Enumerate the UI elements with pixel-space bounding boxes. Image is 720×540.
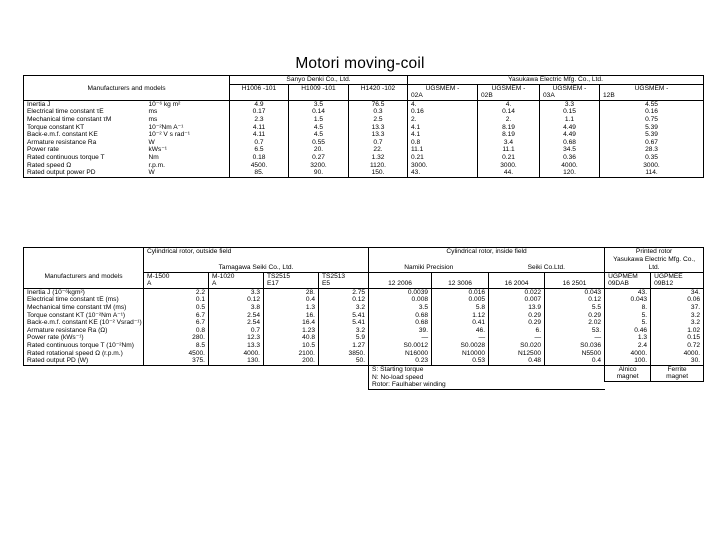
table-cell: 85.	[230, 169, 289, 177]
table-cell: 0.18	[230, 154, 289, 162]
t2-model-6	[489, 272, 545, 280]
table-cell: 0.14	[289, 108, 349, 116]
t1-group-row	[24, 76, 704, 85]
table-cell: 76.5	[349, 100, 408, 108]
t2-group-seiki: Seiki Co.Ltd.	[527, 264, 565, 271]
t1-model-suffix-3: 02A	[408, 92, 478, 100]
table-cell: 4.1	[408, 124, 478, 132]
table-cell: 0.29	[545, 312, 605, 320]
table-cell: 0.75	[600, 116, 704, 124]
spacer	[24, 373, 369, 381]
row-label: Torque constant KT	[24, 124, 146, 132]
table-cell: 0.12	[545, 296, 605, 304]
table-cell: 200.	[264, 357, 319, 365]
table-row	[24, 296, 704, 304]
table-cell: N10000	[432, 350, 489, 358]
printed-rotor-magnet-a: Alnico	[605, 365, 651, 373]
table-row	[24, 304, 704, 312]
table-row	[24, 139, 704, 147]
row-unit: kWs⁻¹	[148, 146, 167, 154]
table-cell: 11.1	[408, 146, 478, 154]
table-cell: 3.8	[209, 304, 264, 312]
row-label: Rated continuous torque T (10⁻²Nm)	[24, 342, 144, 350]
table-cell: 3200.	[289, 162, 349, 170]
row-label: Inertia J	[24, 100, 146, 108]
t2-model-suffix-3: E5	[319, 280, 369, 288]
table-cell: 4000.	[540, 162, 600, 170]
table-cell: 30.	[651, 357, 704, 365]
row-unit: r.p.m.	[148, 161, 165, 169]
t2-model-row	[24, 272, 704, 280]
table-cell: 2.75	[319, 288, 369, 296]
table-cell: 28.	[264, 288, 319, 296]
table-cell: 2.	[478, 116, 540, 124]
t2-blank-2	[24, 280, 144, 288]
table-cell: 13.3	[349, 131, 408, 139]
t2-model-9: UGPMEE	[651, 272, 704, 280]
t2-model-suffix-8: 09DAB	[605, 280, 651, 288]
table-cell: 2.4	[605, 342, 651, 350]
t2-model-3: TS2513	[319, 272, 369, 280]
table-cell: 0.016	[432, 288, 489, 296]
table-cell: —	[369, 334, 432, 342]
table-row	[24, 288, 704, 296]
t1-model-3: UGSMEM -	[408, 84, 478, 92]
table-cell: 3.4	[478, 139, 540, 147]
table-cell: 2.2	[144, 288, 209, 296]
table-cell: 3000.	[408, 162, 478, 170]
table-cell: 16.	[264, 312, 319, 320]
t1-model-suffix-6: 12B	[600, 92, 704, 100]
t2-note-row	[24, 373, 704, 381]
table-row	[24, 131, 704, 139]
table-cell: 0.46	[605, 327, 651, 335]
table-cell: 0.68	[369, 312, 432, 320]
table-cell: 0.67	[600, 139, 704, 147]
row-label: Mechanical time constant τM (ms)	[24, 304, 144, 312]
table-cell: 4.9	[230, 100, 289, 108]
table-cell: 43.	[408, 169, 478, 177]
table-cell: 0.29	[489, 319, 545, 327]
table-cell: 6.5	[230, 146, 289, 154]
t1-blank	[24, 92, 230, 100]
row-label: Rated speed Ω	[24, 162, 146, 170]
row-label: Rated output PD (W)	[24, 357, 144, 365]
table-cell: 0.06	[651, 296, 704, 304]
t2-type-printed: Printed rotor	[605, 248, 704, 256]
document-title: Motori moving-coil	[295, 55, 425, 72]
table-cell: 1.32	[349, 154, 408, 162]
table-cell: S0.0028	[432, 342, 489, 350]
table-cell: 1.5	[289, 116, 349, 124]
printed-rotor-magnet-b: Ferrite	[651, 365, 704, 373]
table-cell: 37.	[651, 304, 704, 312]
table-cell: 0.36	[540, 154, 600, 162]
table-cell: 1.02	[651, 327, 704, 335]
table-cell: 22.	[349, 146, 408, 154]
table-row	[24, 124, 704, 132]
table-cell: 4.	[408, 100, 478, 108]
row-label: Rated output power PD	[24, 169, 146, 177]
table-cell: 150.	[349, 169, 408, 177]
table-cell: N12500	[489, 350, 545, 358]
table-cell: 5.	[605, 319, 651, 327]
t2-model-4	[369, 272, 432, 280]
table-cell: 0.35	[600, 154, 704, 162]
row-label: Power rate (kWs⁻¹)	[24, 334, 144, 342]
table-cell: 10.5	[264, 342, 319, 350]
table-cell: 0.043	[545, 288, 605, 296]
t2-model-suffix-7: 16 2501	[545, 280, 605, 288]
table-cell: 0.16	[408, 108, 478, 116]
table-cell: 0.41	[432, 319, 489, 327]
table-cell: 0.5	[144, 304, 209, 312]
table-cell: 0.55	[289, 139, 349, 147]
table-cell: 3.3	[209, 288, 264, 296]
table-cell: 4.	[478, 100, 540, 108]
row-label: Back-e.m.f. constant KE (10⁻² Vsrad⁻¹)	[24, 319, 144, 327]
table-cell: 13.3	[209, 342, 264, 350]
table-cell: 40.8	[264, 334, 319, 342]
row-label: Power rate	[24, 146, 146, 154]
table-row	[24, 350, 704, 358]
table-cell: 5.39	[600, 131, 704, 139]
table-cell: 43.	[605, 288, 651, 296]
table-cell: 0.022	[489, 288, 545, 296]
table-cell: 6.7	[144, 319, 209, 327]
table-cell: —	[432, 334, 489, 342]
table-row	[24, 319, 704, 327]
table-cell: S0.036	[545, 342, 605, 350]
table-cell: 0.23	[369, 357, 432, 365]
t1-model-suffix-0	[230, 92, 289, 100]
table-cell: 130.	[209, 357, 264, 365]
table-cell: 375.	[144, 357, 209, 365]
table-cell: 12.3	[209, 334, 264, 342]
table-row	[24, 146, 704, 154]
table-cell: 0.21	[478, 154, 540, 162]
table-cell: S0.0012	[369, 342, 432, 350]
table-cell: 53.	[545, 327, 605, 335]
t2-note-row	[24, 381, 704, 389]
table-cell: 2.54	[209, 319, 264, 327]
table-cell: 0.21	[408, 154, 478, 162]
row-label: Rated continuous torque T	[24, 154, 146, 162]
t1-model-suffix-4: 02B	[478, 92, 540, 100]
table-cell: 5.9	[319, 334, 369, 342]
table-cell: 8.	[605, 304, 651, 312]
table-cell: 3850.	[319, 350, 369, 358]
table-cell: 5.8	[432, 304, 489, 312]
row-label: Inertia J (10⁻⁶kgm²)	[24, 288, 144, 296]
table-cell: 4.55	[600, 100, 704, 108]
row-label: Electrical time constant τE (ms)	[24, 296, 144, 304]
table-cell: 28.3	[600, 146, 704, 154]
table-cell: 13.3	[349, 124, 408, 132]
row-label: Rated rotational speed Ω (r.p.m.)	[24, 350, 144, 358]
table-cell: 5.41	[319, 312, 369, 320]
t1-group-sanyo: Sanyo Denki Co., Ltd.	[230, 76, 408, 85]
table-cell: 0.12	[319, 296, 369, 304]
spacer-r	[605, 381, 704, 389]
table-cell: 114.	[600, 169, 704, 177]
table-row	[24, 154, 704, 162]
t2-group-yasukawa: Yasukawa Electric Mfg. Co., Ltd.	[605, 256, 704, 273]
table-row	[24, 342, 704, 350]
t1-model-suffix-1	[289, 92, 349, 100]
t2-group-row	[24, 256, 704, 273]
table-cell: 0.0039	[369, 288, 432, 296]
printed-rotor-magnet-a-2: magnet	[605, 373, 651, 381]
table-cell: 1.3	[264, 304, 319, 312]
row-label: Back-e.m.f. constant KE	[24, 131, 146, 139]
row-unit: 10⁻² V s rad⁻¹	[148, 131, 190, 139]
table-cell: 4000.	[209, 350, 264, 358]
table-cell: 4000.	[651, 350, 704, 358]
table-cell: 6.	[489, 327, 545, 335]
table-cell: 0.043	[605, 296, 651, 304]
table-row	[24, 327, 704, 335]
table-cell: 0.68	[540, 139, 600, 147]
table-cell: 13.9	[489, 304, 545, 312]
table-cell: 0.4	[264, 296, 319, 304]
table-cell: 34.	[651, 288, 704, 296]
table-cell: 5.41	[319, 319, 369, 327]
table-cell: 280.	[144, 334, 209, 342]
table-cell: 3.2	[651, 312, 704, 320]
row-label: Torque constant KT (10⁻²Nm A⁻¹)	[24, 312, 144, 320]
t2-model-suffix-1: A	[209, 280, 264, 288]
table-cell: 0.007	[489, 296, 545, 304]
t2-corner	[24, 248, 144, 256]
table-cell: 0.12	[209, 296, 264, 304]
table-cell: 4.49	[540, 124, 600, 132]
table-cell: 3.2	[651, 319, 704, 327]
table-cell: 0.29	[489, 312, 545, 320]
table-cell: 0.8	[144, 327, 209, 335]
table-row	[24, 334, 704, 342]
t2-group-tamagawa: Tamagawa Seiki Co., Ltd.	[144, 256, 369, 273]
t1-model-0: H1006 -101	[230, 84, 289, 92]
table-cell: 34.5	[540, 146, 600, 154]
table-cell: 0.008	[369, 296, 432, 304]
table-cell: 90.	[289, 169, 349, 177]
row-label: Armature resistance Ra (Ω)	[24, 327, 144, 335]
t1-model-4: UGSMEM -	[478, 84, 540, 92]
table-cell: 39.	[369, 327, 432, 335]
t1-model-row-2	[24, 92, 704, 100]
table-cell: 0.48	[489, 357, 545, 365]
table-cell: 0.68	[369, 319, 432, 327]
table-cell: 3000.	[478, 162, 540, 170]
table-cell: 2.54	[209, 312, 264, 320]
table-cell: 4.5	[289, 124, 349, 132]
t2-model-suffix-9: 09B12	[651, 280, 704, 288]
table-cell: 4500.	[144, 350, 209, 358]
t2-model-2: TS2515	[264, 272, 319, 280]
table-cell: 6.7	[144, 312, 209, 320]
table-cell: 0.53	[432, 357, 489, 365]
t2-model-suffix-6: 16 2004	[489, 280, 545, 288]
table-cell: 0.15	[651, 334, 704, 342]
table-cell: 8.19	[478, 131, 540, 139]
table-cell: 0.7	[230, 139, 289, 147]
t2-model-suffix-0: A	[144, 280, 209, 288]
table-row	[24, 162, 704, 170]
row-unit: 10⁻²Nm A⁻¹	[148, 123, 184, 131]
note: Rotor: Faulhaber winding	[369, 381, 605, 389]
row-unit: 10⁻⁶ kg m²	[148, 100, 181, 108]
table-moving-coil-motors-2	[23, 247, 704, 390]
table-cell: 1.3	[605, 334, 651, 342]
t2-model-8: UGPMEM	[605, 272, 651, 280]
t2-model-0: M-1500	[144, 272, 209, 280]
table-cell: 4000.	[605, 350, 651, 358]
table-row	[24, 100, 704, 108]
table-cell: 3000.	[600, 162, 704, 170]
row-label: Mechanical time constant τM	[24, 116, 146, 124]
t2-note-row	[24, 365, 704, 373]
table-cell: 3.2	[319, 304, 369, 312]
t2-model-suffix-2: E17	[264, 280, 319, 288]
t2-type-row	[24, 248, 704, 256]
table-cell: —	[489, 334, 545, 342]
t1-model-6: UGSMEM -	[600, 84, 704, 92]
table-cell: 0.7	[349, 139, 408, 147]
table-cell: 0.27	[289, 154, 349, 162]
table-cell: 4.49	[540, 131, 600, 139]
table-cell: 0.72	[651, 342, 704, 350]
t1-group-yasukawa: Yasukawa Electric Mfg. Co., Ltd.	[408, 76, 704, 85]
table-row	[24, 116, 704, 124]
t2-blank	[24, 256, 144, 273]
table-cell: 4.5	[289, 131, 349, 139]
table-cell: 0.4	[545, 357, 605, 365]
table-moving-coil-motors-1	[23, 75, 704, 178]
row-unit: ms	[148, 108, 158, 116]
table-cell: 3.3	[540, 100, 600, 108]
t2-group-namiki: Namiki Precision	[369, 256, 489, 273]
table-cell: S0.020	[489, 342, 545, 350]
table-row	[24, 312, 704, 320]
t2-model-5	[432, 272, 489, 280]
table-cell: 1.23	[264, 327, 319, 335]
note: N: No-load speed	[369, 373, 605, 381]
t2-type-inside: Cylindrical rotor, inside field	[369, 248, 605, 256]
table-cell: 11.1	[478, 146, 540, 154]
t2-model-row-2	[24, 280, 704, 288]
table-cell: 120.	[540, 169, 600, 177]
t1-model-2: H1420 -102	[349, 84, 408, 92]
spacer	[24, 381, 369, 389]
row-unit: Nm	[148, 153, 159, 161]
table-cell: 50.	[319, 357, 369, 365]
table-cell: 0.16	[600, 108, 704, 116]
table-cell: 2.	[408, 116, 478, 124]
table-cell: 3.5	[369, 304, 432, 312]
table-cell: 0.17	[230, 108, 289, 116]
table-cell: 1120.	[349, 162, 408, 170]
table-cell: 1.27	[319, 342, 369, 350]
table-cell: 5.39	[600, 124, 704, 132]
row-unit: W	[146, 169, 230, 177]
table-cell: 0.005	[432, 296, 489, 304]
table-cell: 20.	[289, 146, 349, 154]
table-cell: 4.1	[408, 131, 478, 139]
table-cell: 0.15	[540, 108, 600, 116]
table-cell: 5.	[605, 312, 651, 320]
table-cell: N5500	[545, 350, 605, 358]
table-cell: 46.	[432, 327, 489, 335]
t1-corner	[24, 76, 230, 85]
t1-model-suffix-2	[349, 92, 408, 100]
note: S: Starting torque	[369, 365, 605, 373]
t2-model-suffix-5: 12 3006	[432, 280, 489, 288]
table-cell: 44.	[478, 169, 540, 177]
table-cell: 8.5	[144, 342, 209, 350]
table-cell: N16000	[369, 350, 432, 358]
table-cell: 5.5	[545, 304, 605, 312]
t2-model-1: M-1020	[209, 272, 264, 280]
t2-model-7	[545, 272, 605, 280]
table-cell: 0.14	[478, 108, 540, 116]
table-cell: 8.19	[478, 124, 540, 132]
t2-type-outside: Cylindrical rotor, outside field	[144, 248, 369, 256]
spacer	[24, 365, 369, 373]
row-unit: W	[148, 138, 155, 146]
table-cell: 2.5	[349, 116, 408, 124]
table-cell: 16.4	[264, 319, 319, 327]
row-unit: ms	[148, 115, 158, 123]
t2-model-suffix-4: 12 2006	[369, 280, 432, 288]
table-row	[24, 108, 704, 116]
table-cell: 4.11	[230, 131, 289, 139]
table-row	[24, 169, 704, 177]
table-cell: 0.8	[408, 139, 478, 147]
table-cell: 4.11	[230, 124, 289, 132]
row-label: Armature resistance Ra	[24, 139, 146, 147]
table-cell: 0.3	[349, 108, 408, 116]
table-cell: 3.2	[319, 327, 369, 335]
t2-manufacturers-label: Manufacturers and models	[24, 272, 144, 280]
table-cell: 0.7	[209, 327, 264, 335]
table-cell: 1.1	[540, 116, 600, 124]
table-cell: 2100.	[264, 350, 319, 358]
table-cell: 2.02	[545, 319, 605, 327]
t1-model-5: UGSMEM -	[540, 84, 600, 92]
table-cell: 100.	[605, 357, 651, 365]
row-label: Electrical time constant τE	[24, 108, 146, 116]
printed-rotor-magnet-b-2: magnet	[651, 373, 704, 381]
t1-model-1: H1009 -101	[289, 84, 349, 92]
t1-model-suffix-5: 03A	[540, 92, 600, 100]
table-row	[24, 357, 704, 365]
table-cell: 3.5	[289, 100, 349, 108]
t1-manufacturers-label: Manufacturers and models	[24, 84, 230, 92]
table-cell: 0.1	[144, 296, 209, 304]
table-cell: 2.3	[230, 116, 289, 124]
table-cell: 4500.	[230, 162, 289, 170]
t1-model-row	[24, 84, 704, 92]
table-cell: —	[545, 334, 605, 342]
table-cell: 1.12	[432, 312, 489, 320]
